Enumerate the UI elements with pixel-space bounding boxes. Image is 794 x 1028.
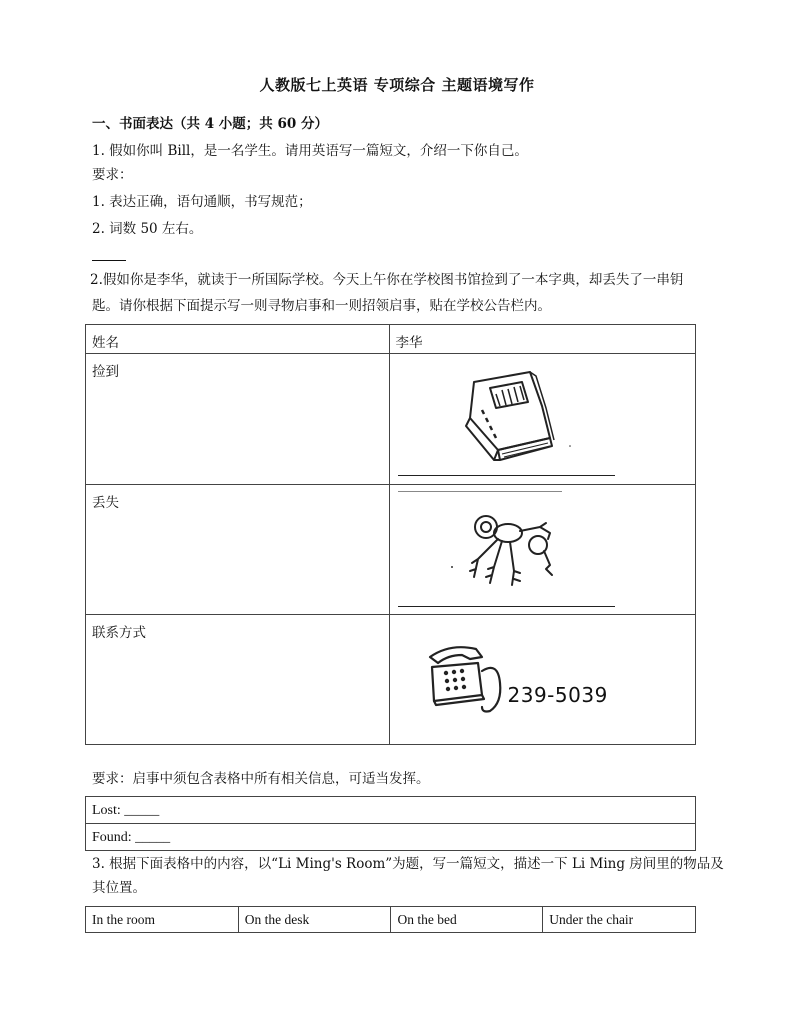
lost-label: 丢失	[86, 485, 390, 615]
found-row: Found: _____	[86, 824, 696, 851]
page-title: 人教版七上英语 专项综合 主题语境写作	[259, 76, 535, 94]
q1-requirement-1: 1. 表达正确，语句通顺，书写规范；	[92, 194, 312, 210]
telephone-icon	[390, 615, 697, 745]
q1-prompt: 1. 假如你叫 Bill，是一名学生。请用英语写一篇短文，介绍一下你自己。	[92, 143, 528, 159]
notice-table	[85, 796, 696, 851]
found-image-cell	[389, 354, 696, 485]
column-header: On the desk	[238, 907, 391, 933]
answer-blank-line	[92, 260, 126, 261]
found-label: 捡到	[86, 354, 390, 485]
dictionary-icon	[390, 354, 697, 485]
column-header: Under the chair	[543, 907, 696, 933]
lost-image-cell	[389, 485, 696, 615]
q2-requirement: 要求：启事中须包含表格中所有相关信息，可适当发挥。	[92, 771, 430, 787]
info-table	[85, 324, 696, 745]
lost-row: Lost: _____	[86, 797, 696, 824]
found-answer-line	[398, 475, 615, 476]
q2-prompt-line1: 2.假如你是李华，就读于一所国际学校。今天上午你在学校图书馆捡到了一本字典，却丢失了一串钥	[90, 272, 684, 288]
lost-answer-line	[398, 606, 615, 607]
name-value: 李华	[389, 325, 696, 354]
q1-requirements-label: 要求：	[92, 167, 133, 183]
column-header: In the room	[86, 907, 239, 933]
name-label: 姓名	[86, 325, 390, 354]
q2-prompt-line2: 匙。请你根据下面提示写一则寻物启事和一则招领启事，贴在学校公告栏内。	[92, 298, 551, 314]
q1-requirement-2: 2. 词数 50 左右。	[92, 221, 203, 237]
room-table	[85, 906, 696, 933]
phone-number: 239-5039	[507, 683, 608, 707]
column-header: On the bed	[391, 907, 543, 933]
contact-image-cell	[389, 615, 696, 745]
q3-prompt-line1: 3. 根据下面表格中的内容，以“Li Ming's Room”为题，写一篇短文，描述一下 Li Ming 房间里的物品及	[92, 856, 724, 872]
contact-label: 联系方式	[86, 615, 390, 745]
q3-prompt-line2: 其位置。	[92, 880, 146, 896]
section-heading: 一、书面表达（共 4 小题；共 60 分）	[92, 116, 328, 132]
keys-icon	[390, 485, 697, 615]
